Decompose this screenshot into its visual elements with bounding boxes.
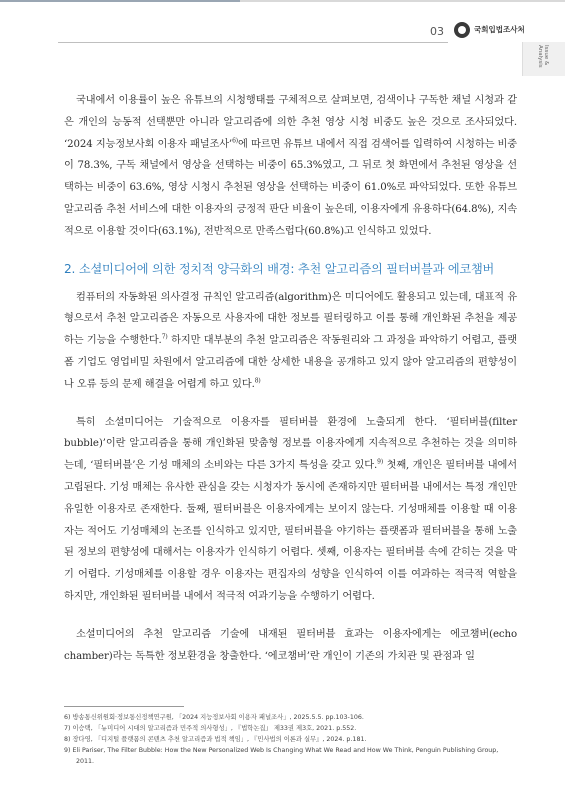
footnote-ref-6[interactable]: 6) [232, 137, 239, 145]
paragraph-1-text-cont: 에 따르면 유튜브 내에서 직접 검색어를 입력하여 시청하는 비중이 78.3%, 구독 채널에서 영상을 선택하는 비중이 65.3%였고, 그 뒤로 첫 화면에서 추천된 영상을 선택하는 비중이 63.6%, 영상 시청시 추천된 영상을 선택하는 비중이 61.0%로 파악되었다. 또한 유튜브 알고리즘 추천 서비스에 대한 이용자의 긍정적 판단 비율이 높은데, 이용자에게 유용하다(64.8%), 지속적으로 이용할 것이다(63.1%), 전반적으로 만족스럽다(60.8%)고 인식하고 있었다. [64, 138, 517, 237]
paragraph-2 [64, 287, 517, 396]
paragraph-2-text: 컴퓨터의 자동화된 의사결정 규칙인 알고리즘(algorithm)은 미디어에도 활용되고 있는데, 대표적 유형으로서 추천 알고리즘은 자동으로 사용자에 대한 정보를 필터링하고 이를 통해 개인화된 추천을 제공하는 기능을 수행한다. [64, 291, 517, 347]
paragraph-3-text: 특히 소셜미디어는 기술적으로 이용자를 필터버블 환경에 노출되게 한다. ‘필터버블(filter bubble)’이란 알고리즘을 통해 개인화된 맞춤형 정보를 이용자에게 지속적으로 추천하는 것을 의미하는데, ‘필터버블’은 기성 매체의 소비와는 다른 3가지 특성을 갖고 있다. [64, 416, 517, 472]
top-rule-accent [0, 0, 240, 2]
footnotes [64, 706, 517, 767]
footnote-7: 7) 이승택, 「뉴미디어 시대의 알고리즘과 민주적 의사형성」, 『법학논집』 제33권 제3호, 2021. p.552. [64, 725, 357, 732]
top-border [0, 0, 565, 18]
paragraph-3 [64, 412, 517, 608]
section-heading: 2. 소셜미디어에 의한 정치적 양극화의 배경: 추천 알고리즘의 필터버블과 에코챔버 [64, 261, 495, 276]
footnote-9: 9) Eli Pariser, The Filter Bubble: How the New Personalized Web Is Changing What We Read and How We Think, Penguin Publishing Group, 2011. [64, 747, 499, 765]
publisher-logo [454, 22, 564, 42]
paragraph-1 [64, 90, 517, 243]
footnote-rule [64, 706, 184, 707]
footnote-ref-9[interactable]: 9) [377, 458, 384, 466]
side-tab [522, 42, 565, 76]
footnote-ref-7[interactable]: 7) [161, 333, 168, 341]
footnote-ref-8[interactable]: 8) [254, 377, 261, 385]
paragraph-1-text: 국내에서 이용률이 높은 유튜브의 시청행태를 구체적으로 살펴보면, 검색이나 구독한 채널 시청과 같은 개인의 능동적 선택뿐만 아니라 알고리즘에 의한 추천 영상 시청 비중도 높은 것으로 조사되었다. ‘2024 지능정보사회 이용자 패널조사’ [64, 95, 517, 150]
paragraph-4: 소셜미디어의 추천 알고리즘 기술에 내재된 필터버블 효과는 이용자에게는 에코챔버(echo chamber)라는 독특한 정보환경을 창출한다. ‘에코챔버’란 개인이 기존의 가치관 및 관점과 일 [64, 628, 517, 662]
paragraph-2-text-cont: 하지만 대부분의 추천 알고리즘은 작동원리와 그 과정을 파악하기 어렵고, 플랫폼 기업도 영업비밀 차원에서 알고리즘에 대한 상세한 내용을 공개하고 있지 않아 알고리즘의 편향성이나 오류 등의 문제 해결을 어렵게 하고 있다. [64, 335, 517, 390]
publisher-name: 국회입법조사처 [474, 25, 525, 34]
footnote-6: 6) 방송통신위원회·정보통신정책연구원, 「2024 지능정보사회 이용자 패널조사」, 2025.5.5. pp.103-106. [64, 714, 364, 721]
side-tab-label: Issue & Analysis [537, 45, 550, 68]
page-number: 03 [430, 25, 444, 38]
header-rule [58, 42, 448, 43]
paragraph-3-text-cont: 첫째, 개인은 필터버블 내에서 고립된다. 기성 매체는 유사한 관심을 갖는 시청자가 동시에 존재하지만 필터버블 내에서는 특정 개인만 유일한 이용자로 존재한다. 둘째, 필터버블은 이용자에게는 보이지 않는다. 기성매체를 이용할 때 이용자는 적어도 기성매체의 논조를 인식하고 있지만, 필터버블을 야기하는 플랫폼과 필터버블을 통해 노출된 정보의 편향성에 대해서는 이용자가 인식하기 어렵다. 셋째, 이용자는 필터버블 속에 갇히는 것을 막기 어렵다. 기성매체를 이용할 경우 이용자는 편집자의 성향을 인식하여 이를 여과하는 적극적 역할을 하지만, 개인화된 필터버블 내에서 적극적 여과기능을 수행하기 어렵다. [64, 460, 518, 602]
main-content [64, 90, 517, 683]
emblem-icon [454, 22, 470, 38]
footnote-8: 8) 장다영, 「디지털 플랫폼의 콘텐츠 추천 알고리즘과 법적 책임」, 『민사법의 이론과 실무』, 2024. p.181. [64, 736, 367, 743]
